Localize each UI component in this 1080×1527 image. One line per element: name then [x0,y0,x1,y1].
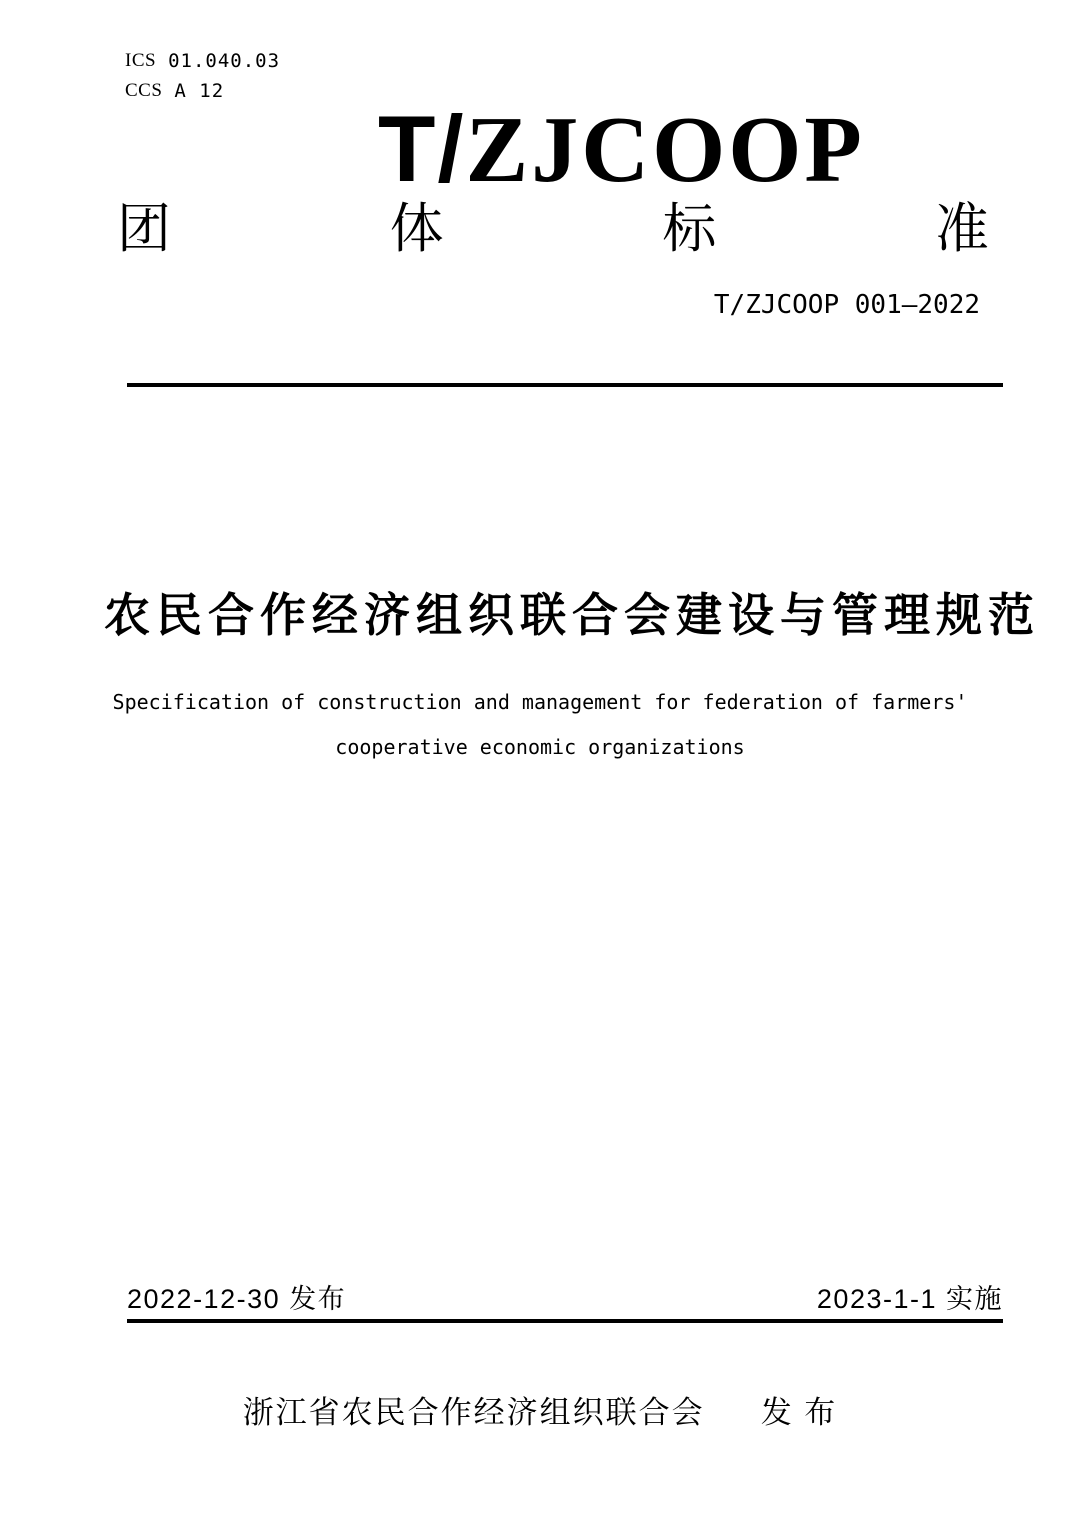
standard-body-logo [378,96,865,202]
implementation-date: 2023-1-1 实施 [816,1284,1003,1314]
category-char: 体 [389,199,444,259]
footer-rule [127,1319,1003,1323]
issue-date: 2022-12-30 发布 [127,1284,347,1314]
ccs-line [125,76,280,106]
logo-prefix: T/ [378,96,466,201]
ccs-label: CCS [125,80,163,101]
category-char: 标 [662,199,717,259]
date-row [127,1283,1003,1315]
document-title-en-line2: cooperative economic organizations [335,735,745,759]
header-rule [127,383,1003,387]
publisher-name: 浙江省农民合作经济组织联合会 [242,1395,705,1430]
document-title-en-line1: Specification of construction and management for federation of farmers' [112,690,968,714]
classification-codes [125,46,280,106]
ccs-value: A 12 [174,80,225,102]
publish-label: 发 布 [760,1395,838,1430]
ics-line [125,46,280,76]
category-char: 准 [934,199,989,259]
ics-label: ICS [125,50,157,71]
ics-value: 01.040.03 [168,50,281,72]
standard-category-label [117,199,989,259]
publisher-row [104,1394,976,1431]
logo-body: ZJCOOP [465,98,865,202]
document-title-en [104,680,976,770]
category-char: 团 [117,199,171,259]
document-title-zh: 农民合作经济组织联合会建设与管理规范 [104,589,1040,641]
standard-number: T/ZJCOOP 001—2022 [713,290,980,320]
